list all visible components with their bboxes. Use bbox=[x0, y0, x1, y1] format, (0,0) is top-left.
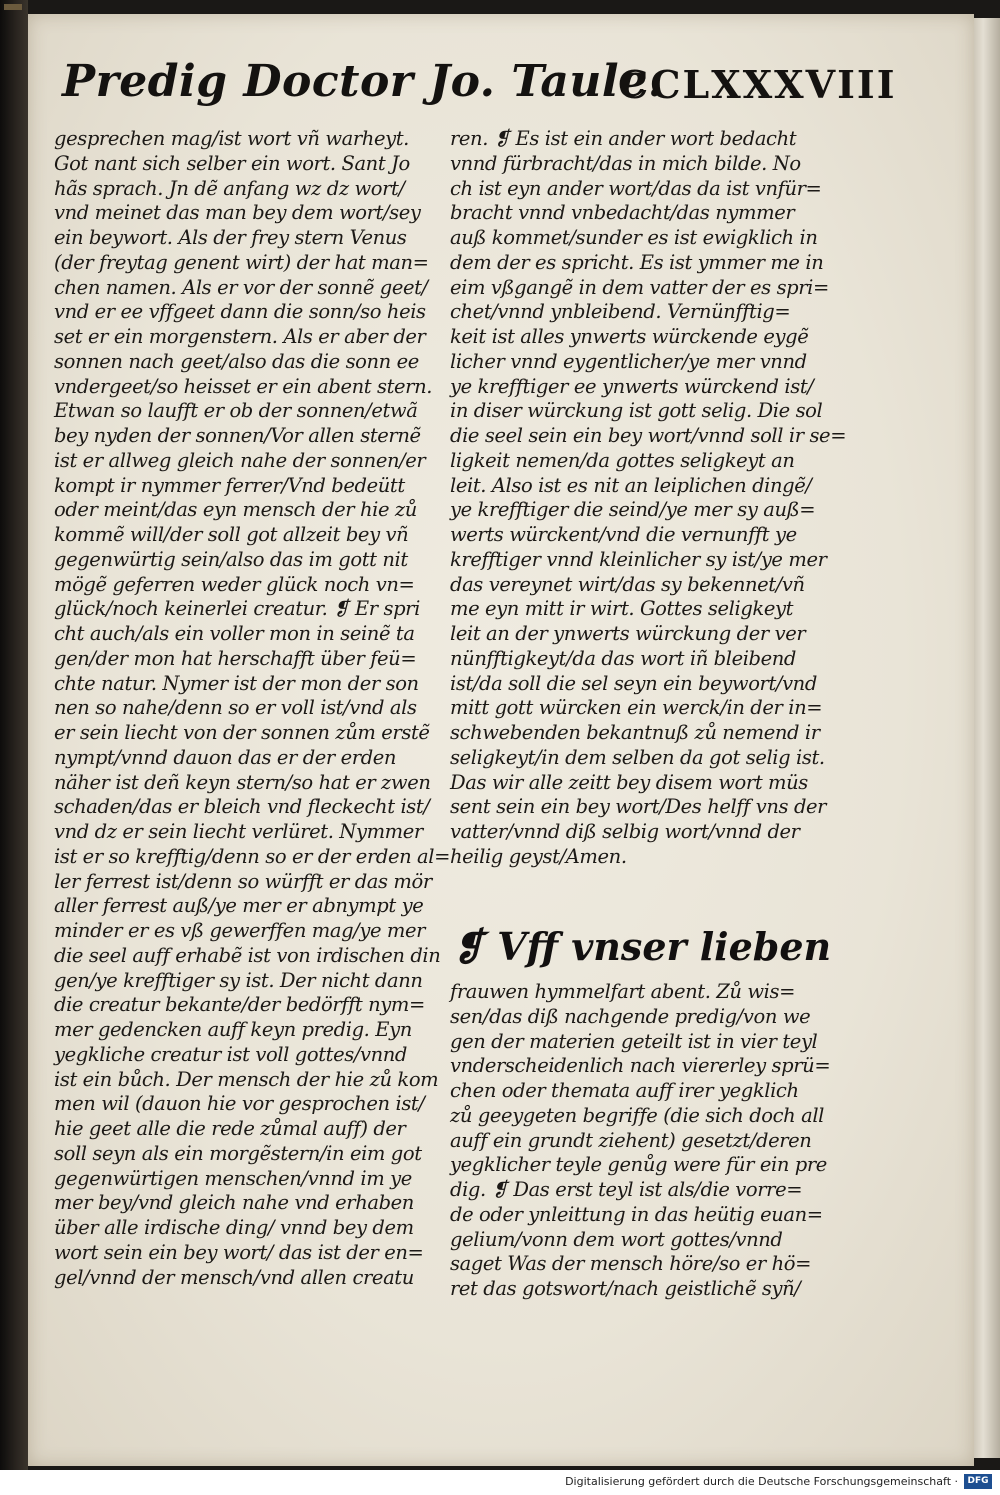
text-line: auff ein grundt ziehent) gesetzt/deren bbox=[450, 1128, 812, 1152]
text-line: werts würckent/vnd die vernunfft ye bbox=[450, 523, 797, 546]
spine-mark bbox=[4, 4, 22, 10]
text-line: gen der materien geteilt ist in vier teyl bbox=[450, 1029, 818, 1053]
text-line: ye krefftiger die seind/ye mer sy auß= bbox=[450, 498, 816, 522]
text-line: chen namen. Als er vor der sonnẽ geet/ bbox=[54, 275, 428, 299]
text-line: die creatur bekante/der bedörfft nym= bbox=[54, 993, 425, 1017]
text-line: frauwen hymmelfart abent. Zů wis= bbox=[450, 980, 796, 1003]
text-line: yegkliche creatur ist voll gottes/vnnd bbox=[54, 1042, 408, 1066]
folio-number: CCLXXXVIII bbox=[618, 62, 897, 107]
text-line: heilig geyst/Amen. bbox=[450, 844, 627, 868]
text-line: er sein liecht von der sonnen zům erstẽ bbox=[54, 721, 430, 744]
text-line: chte natur. Nymer ist der mon der son bbox=[54, 671, 419, 695]
text-line: mer gedencken auff keyn predig. Eyn bbox=[54, 1018, 412, 1041]
text-line: sonnen nach geet/also das die sonn ee bbox=[54, 349, 419, 373]
text-line: gegenwürtigen menschen/vnnd im ye bbox=[54, 1166, 412, 1190]
text-line: (der freytag genent wirt) der hat man= bbox=[54, 250, 429, 274]
text-line: ler ferrest ist/denn so würfft er das mör bbox=[54, 869, 432, 893]
text-line: minder er es vß gewerffen mag/ye mer bbox=[54, 919, 426, 942]
text-line: mögẽ geferren weder glück noch vn= bbox=[54, 572, 415, 596]
text-line: gesprechen mag/ist wort vñ warheyt. bbox=[54, 127, 409, 150]
text-line: bey nyden der sonnen/Vor allen sternẽ bbox=[54, 424, 421, 447]
text-line: chen oder themata auff irer yegklich bbox=[450, 1079, 799, 1102]
book-spine bbox=[0, 0, 28, 1470]
text-line: nünfftigkeyt/da das wort iñ bleibend bbox=[450, 646, 797, 670]
text-line: aller ferrest auß/ye mer er abnympt ye bbox=[54, 894, 424, 918]
text-line: cht auch/als ein voller mon in seinẽ ta bbox=[54, 622, 415, 645]
text-line: gelium/vonn dem wort gottes/vnnd bbox=[450, 1227, 783, 1251]
text-line: mitt gott würcken ein werck/in der in= bbox=[450, 696, 823, 720]
text-line: ist er allweg gleich nahe der sonnen/er bbox=[54, 448, 426, 472]
text-line: ye krefftiger ee ynwerts würckend ist/ bbox=[450, 374, 814, 398]
running-title: Predig Doctor Jo. Taule. bbox=[62, 56, 664, 107]
text-line: bracht vnnd vnbedacht/das nymmer bbox=[450, 201, 795, 225]
text-line: men wil (dauon hie vor gesprochen ist/ bbox=[54, 1092, 425, 1116]
text-line: gel/vnnd der mensch/vnd allen creatu bbox=[54, 1265, 414, 1289]
text-line: Das wir alle zeitt bey disem wort müs bbox=[450, 770, 808, 794]
left-text-column bbox=[54, 127, 451, 1290]
text-line: vnd meinet das man bey dem wort/sey bbox=[54, 201, 421, 225]
dfg-logo: DFG bbox=[964, 1474, 992, 1489]
text-line: set er ein morgenstern. Als er aber der bbox=[54, 325, 426, 348]
text-line: ret das gotswort/nach geistlichẽ syñ/ bbox=[450, 1277, 801, 1300]
text-line: seligkeyt/in dem selben da got selig ist. bbox=[450, 745, 825, 769]
text-line: die seel sein ein bey wort/vnnd soll ir se= bbox=[450, 424, 847, 447]
text-line: ist ein bůch. Der mensch der hie zů kom bbox=[54, 1067, 439, 1091]
text-line: me eyn mitt ir wirt. Gottes seligkeyt bbox=[450, 597, 794, 621]
text-line: kompt ir nymmer ferrer/Vnd bedeütt bbox=[54, 473, 405, 497]
text-line: dem der es spricht. Es ist ymmer me in bbox=[450, 250, 824, 274]
text-line: gen/ye krefftiger sy ist. Der nicht dann bbox=[54, 968, 423, 992]
text-line: leit. Also ist es nit an leiplichen dingẽ/ bbox=[450, 473, 812, 497]
text-line: vnd dz er sein liecht verlüret. Nymmer bbox=[54, 820, 423, 843]
text-line: zů geeygeten begriffe (die sich doch all bbox=[450, 1103, 824, 1127]
text-line: de oder ynleittung in das heütig euan= bbox=[450, 1202, 823, 1226]
text-line: krefftiger vnnd kleinlicher sy ist/ye mer bbox=[450, 547, 827, 571]
text-line: ein beywort. Als der frey stern Venus bbox=[54, 226, 407, 249]
text-line: Got nant sich selber ein wort. Sant Jo bbox=[54, 151, 410, 175]
text-line: über alle irdische ding/ vnnd bey dem bbox=[54, 1216, 414, 1239]
text-line: Etwan so laufft er ob der sonnen/etwã bbox=[54, 399, 418, 423]
text-line: ligkeit nemen/da gottes seligkeyt an bbox=[450, 448, 795, 472]
text-line: sent sein ein bey wort/Des helff vns der bbox=[450, 795, 827, 819]
text-line: dig. ❡ Das erst teyl ist als/die vorre= bbox=[450, 1178, 803, 1201]
text-line: ist er so krefftig/denn so er der erden al= bbox=[54, 844, 451, 868]
text-line: chet/vnnd ynbleibend. Vernünfftig= bbox=[450, 300, 791, 324]
running-header bbox=[62, 56, 897, 128]
text-line: yegklicher teyle genůg were für ein pre bbox=[450, 1153, 827, 1177]
text-line: eim vßgangẽ in dem vatter der es spri= bbox=[450, 275, 829, 299]
right-text-column-continued bbox=[450, 980, 840, 1302]
text-line: wort sein ein bey wort/ das ist der en= bbox=[54, 1240, 424, 1264]
text-line: hãs sprach. Jn dẽ anfang wz dz wort/ bbox=[54, 176, 405, 200]
text-line: keit ist alles ynwerts würckende eygẽ bbox=[450, 325, 809, 348]
funding-credit: Digitalisierung gefördert durch die Deutsche Forschungsgemeinschaft · bbox=[565, 1475, 958, 1488]
text-line: nympt/vnnd dauon das er der erden bbox=[54, 745, 397, 769]
text-line: ch ist eyn ander wort/das da ist vnfür= bbox=[450, 176, 822, 200]
text-line: gegenwürtig sein/also das im gott nit bbox=[54, 547, 408, 571]
text-line: licher vnnd eygentlicher/ye mer vnnd bbox=[450, 349, 807, 373]
text-line: das vereynet wirt/das sy bekennet/vñ bbox=[450, 572, 805, 596]
text-line: vnd er ee vffgeet dann die sonn/so heis bbox=[54, 300, 426, 324]
text-line: die seel auff erhabẽ ist von irdischen din bbox=[54, 943, 441, 967]
text-line: gen/der mon hat herschafft über feü= bbox=[54, 646, 417, 670]
text-line: ist/da soll die sel seyn ein beywort/vnd bbox=[450, 671, 817, 695]
text-line: näher ist deñ keyn stern/so hat er zwen bbox=[54, 770, 431, 794]
text-line: auß kommet/sunder es ist ewigklich in bbox=[450, 226, 818, 249]
text-line: soll seyn als ein morgẽstern/in eim got bbox=[54, 1141, 422, 1165]
text-line: glück/noch keinerlei creatur. ❡ Er spri bbox=[54, 597, 420, 621]
right-text-column bbox=[450, 127, 847, 870]
text-line: oder meint/das eyn mensch der hie zů bbox=[54, 498, 417, 522]
text-line: mer bey/vnd gleich nahe vnd erhaben bbox=[54, 1191, 414, 1215]
text-line: nen so nahe/denn so er voll ist/vnd als bbox=[54, 696, 417, 720]
text-line: leit an der ynwerts würckung der ver bbox=[450, 622, 806, 645]
text-line: ren. ❡ Es ist ein ander wort bedacht bbox=[450, 127, 797, 150]
text-line: vnderscheidenlich nach viererley sprü= bbox=[450, 1054, 831, 1078]
footer-bar bbox=[0, 1470, 1000, 1495]
section-heading: ❡ Vff vnser lieben bbox=[452, 924, 832, 969]
text-line: schwebenden bekantnuß zů nemend ir bbox=[450, 721, 820, 744]
text-line: saget Was der mensch höre/so er hö= bbox=[450, 1252, 812, 1276]
text-line: vatter/vnnd diß selbig wort/vnnd der bbox=[450, 820, 800, 843]
text-line: schaden/das er bleich vnd fleckecht ist/ bbox=[54, 795, 430, 819]
page-edge bbox=[972, 18, 1000, 1458]
text-line: sen/das diß nachgende predig/von we bbox=[450, 1004, 811, 1028]
text-line: vndergeet/so heisset er ein abent stern. bbox=[54, 374, 433, 398]
text-line: kommẽ will/der soll got allzeit bey vñ bbox=[54, 523, 409, 546]
text-line: hie geet alle die rede zůmal auff) der bbox=[54, 1117, 406, 1140]
text-line: in diser würckung ist gott selig. Die sol bbox=[450, 399, 823, 423]
text-line: vnnd fürbracht/das in mich bilde. No bbox=[450, 151, 801, 175]
